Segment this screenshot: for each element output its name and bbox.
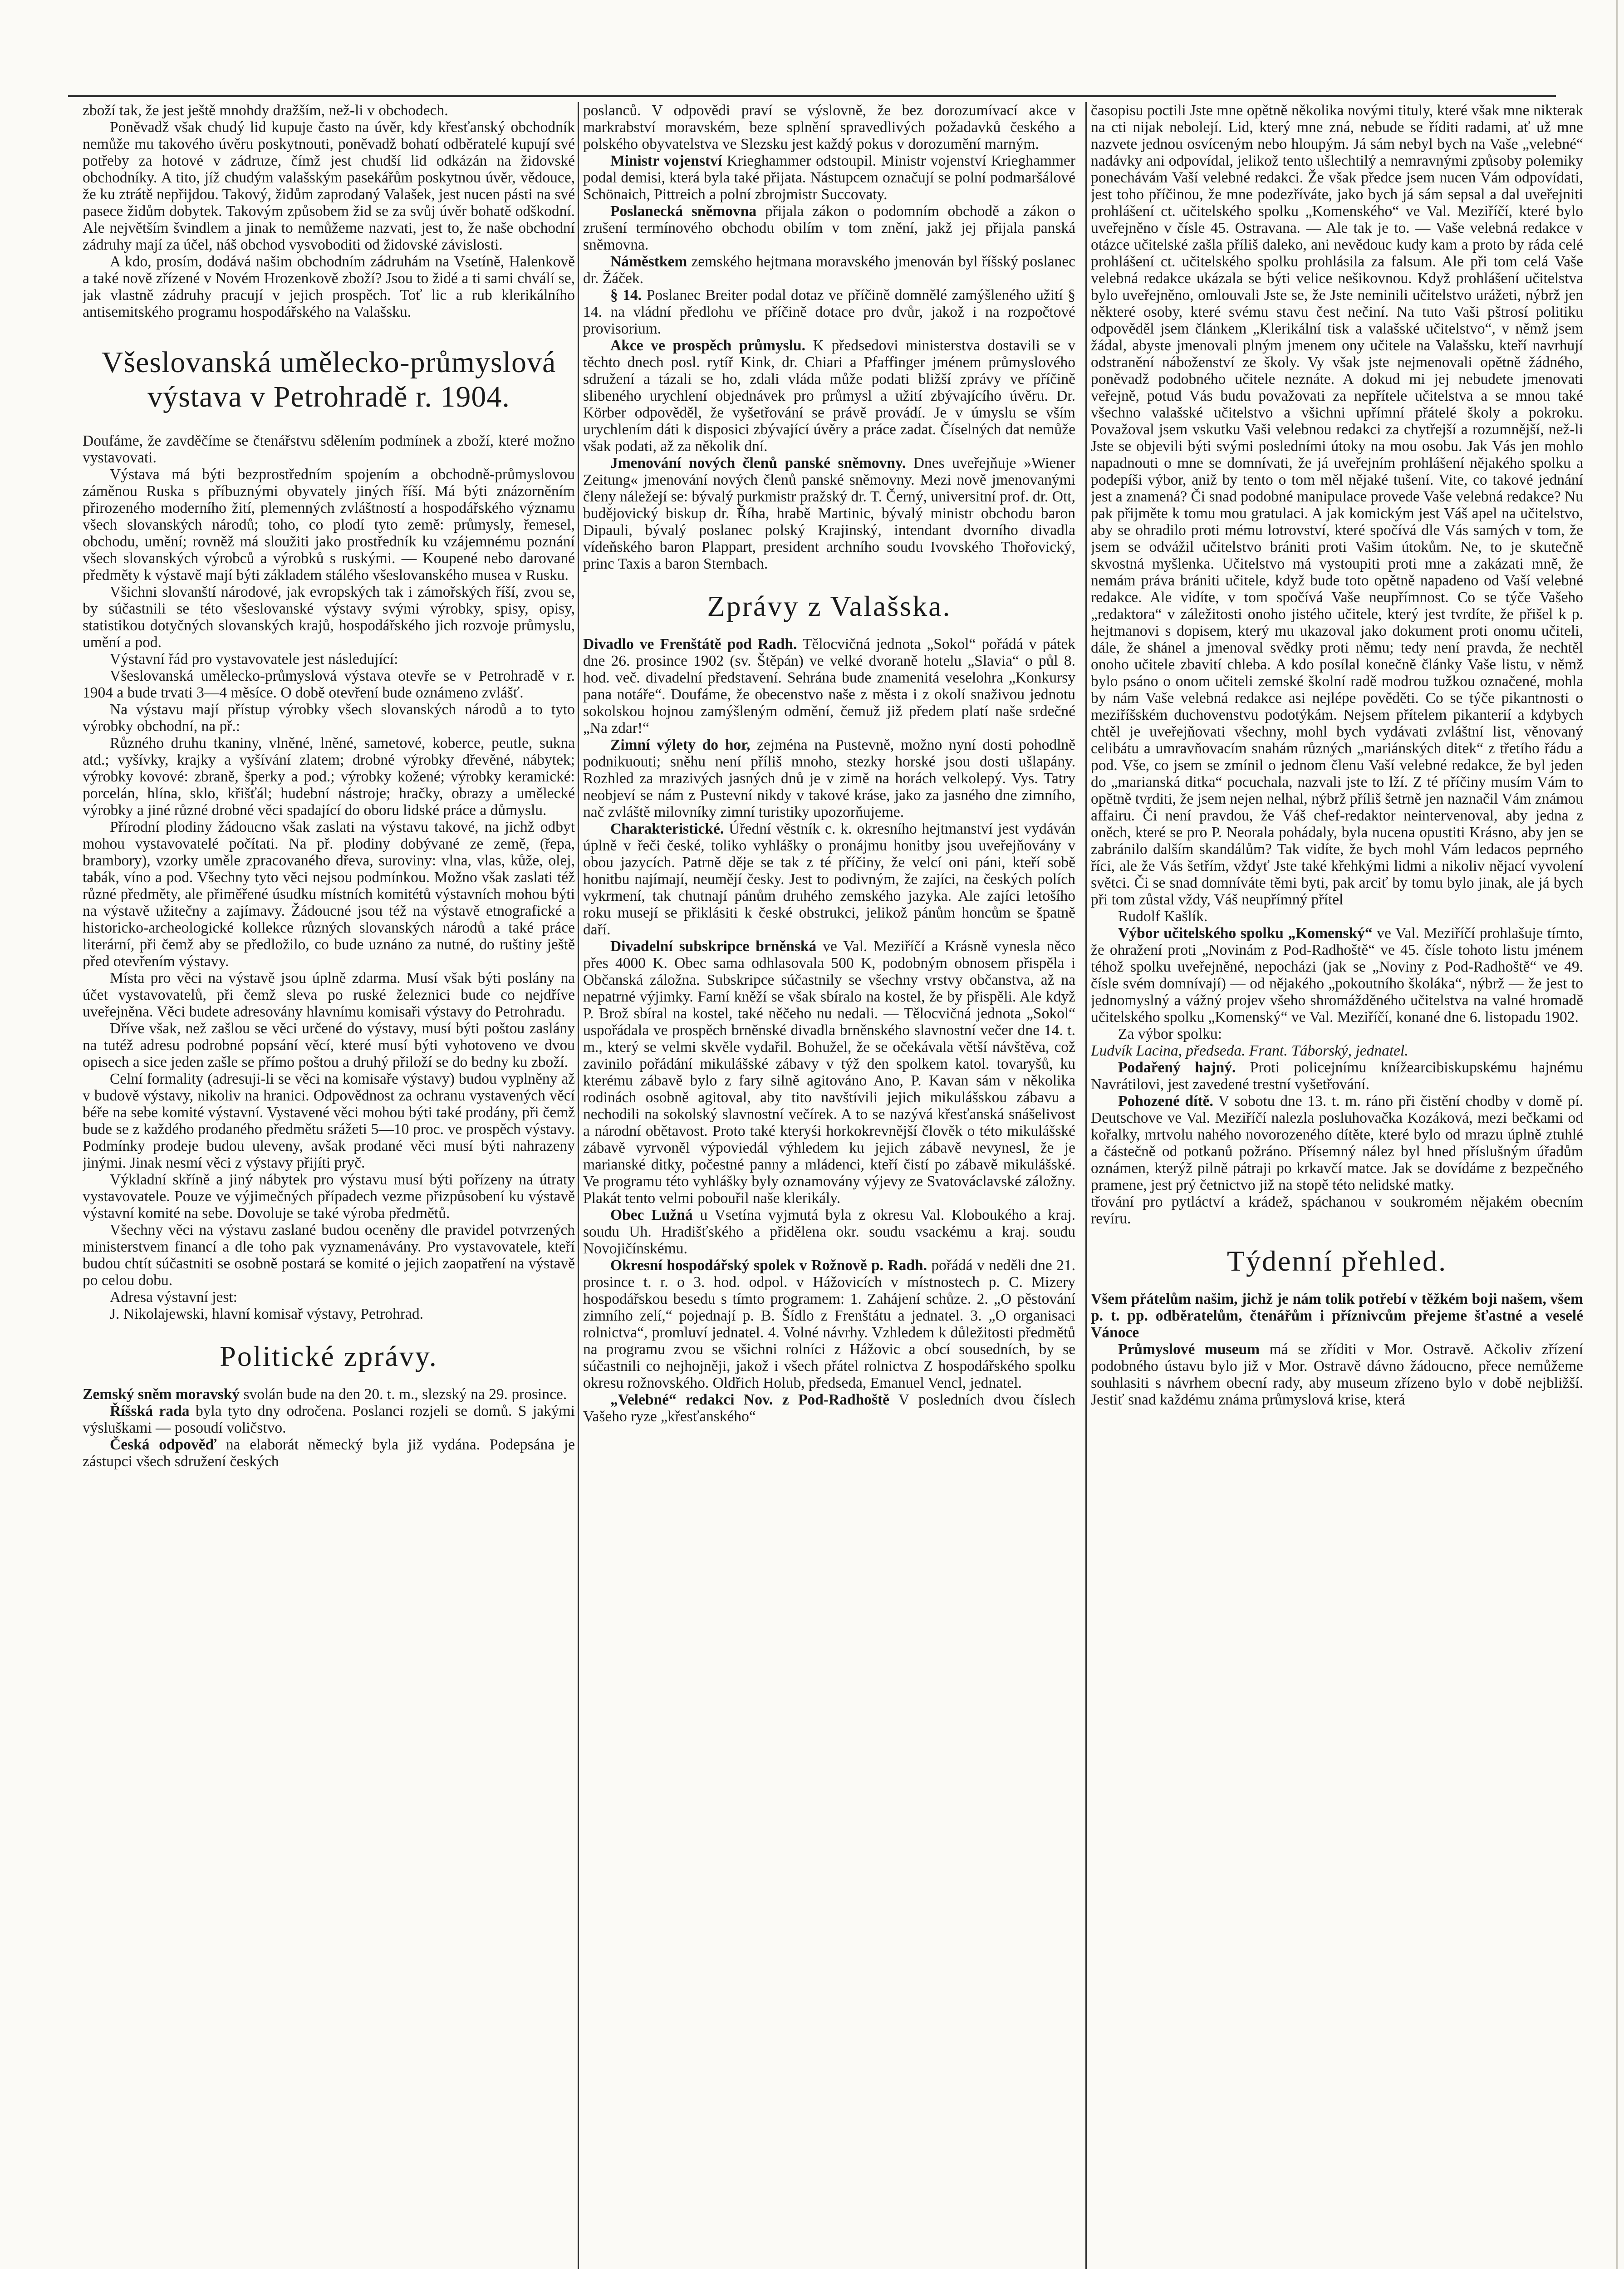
headline-politics: Politické zprávy.	[220, 1340, 438, 1372]
column-rule-left	[578, 102, 579, 2269]
committee-label: Za výbor spolku:	[1118, 1026, 1222, 1042]
christmas-greeting: Všem přátelům našim, jichž je nám tolik potřebí v těžkém boji našem, všem p. t. pp. odběratelům, čtenářům i příznivcům přejeme šťastné a veselé Vánoce	[1091, 1291, 1583, 1341]
top-rule	[68, 95, 1556, 97]
news-item: Česká odpověď na elaborát německý byla již vydána. Podepsána je zástupci všech sdružení českých	[83, 1436, 575, 1470]
news-item: § 14. Poslanec Breiter podal dotaz ve příčině domnělé zamýšleného užití § 14. na vládní předlohu ve příčině dotace pro dvůr, jakož i na rozpočtové provisorium.	[583, 287, 1075, 337]
news-item: Pohozené dítě. V sobotu dne 13. t. m. ráno při čistění chodby v domě pí. Deutschove ve Val. Meziříčí nalezla posluhovačka Kozáková, mezi bečkami od kořalky, mrtvolu nahého novorozeného dítěte, které bylo od mrazu úplně ztuhlé a částečně od potkanů požráno. Přísemný nález byl hned příslušným úřadům oznámen, kterýž pilně pátraji po krkavčí matce. Jak se dovídáme z bezpečného pramene, jest prý četnictvo již na stopě této nelidské matky.	[1091, 1093, 1583, 1193]
news-item: „Velebné“ redakci Nov. z Pod-Radhoště V posledních dvou číslech Vašeho ryze „křesťanského“	[583, 1391, 1075, 1425]
column-rule-right	[1085, 102, 1087, 2269]
paragraph: Doufáme, že zavděčíme se čtenářstvu sdělením podmínek a zboží, které možno vystavovati.	[83, 432, 575, 466]
news-lead: Říšská rada	[110, 1403, 190, 1419]
paragraph: Výstavní řád pro vystavovatele jest následující:	[110, 651, 398, 668]
news-item: Okresní hospodářský spolek v Rožnově p. Radh. pořádá v neděli dne 21. prosince t. r. o 3. hod. odpol. v Hážovicích v místnostech p. C. Mizery hospodářskou besedu s tímto programem: 1. Zahájení schůze. 2. „O pěstování zimního zelí,“ pojednají p. B. Šídlo z Frenštátu a jednatel. 3. „O organisaci rolnictva“, promluví jednatel. 4. Volné návrhy. Vzhledem k důležitosti předmětů na programu zvou se všichni rolníci z Hážovic a obcí sousedních, by se súčastnili co nejhojněji, jakož i všech přátel rolnictva Z hospodářského spolku okresu rožnovského. Oldřich Holub, předseda, Emanuel Vencl, jednatel.	[583, 1257, 1075, 1391]
paragraph: Dříve však, než zašlou se věci určené do výstavy, musí býti poštou zaslány na tutéž adresu podrobné popsání věcí, které musí býti vyhotoveno ve dvou opisech a sice jeden zašle se přímo poštou a druhý přiloží se do bedny ku zboží.	[83, 1020, 575, 1071]
news-item: Divadelní subskripce brněnská ve Val. Meziříčí a Krásně vynesla něco přes 4000 K. Obec sama odhlasovala 500 K, podobným obnosem přispěla i Občanská záložna. Subskripce súčastnily se všechny vrstvy občanstva, až na nepatrné výjimky. Farní kněží se však sbíralo na kostel, že by přispěli. Ale když P. Brož sbíral na kostel, také něčeho nu nedali. — Tělocvičná jednota „Sokol“ uspořádala ve prospěch brněnské divadla brněnského slavnostní večer dne 14. t. m., který se velmi skvěle vydařil. Bohužel, že se očekávala větší návštěva, což zavinilo pořádání mikulášské zábavy v týž den spolkem katol. tovaryšů, ku kterému zábavě bylo z fary silně agitováno Ano, P. Kavan sám v několika rodinách osobně agitoval, aby tito navštívili jejich mikulášskou zábavu a nechodili na sokolský slavnostní večírek. A to se nazývá křesťanská snášelivost a národní obětavost. Proto také kteryśi horkokrevnější člověk o této mikulášské zábavě vyrvoněl výpoviedál výhledem ku jejich zábavě nevynesl, že je marianské ditky, počestné panny a mládenci, kteří čistí po zábavě mikulášské. Ve programu této vyhlášky byly oznamovány výjevy ze Svatováclavské záložny. Plakát tento velmi pobouřil naše klerikály.	[583, 938, 1075, 1207]
paragraph: Různého druhu tkaniny, vlněné, lněné, sametové, koberce, peutle, sukna atd.; vyšívky, krajky a vyšívání zlatem; drobné výrobky dřevěné, nábytek; výrobky kovové: zbraně, šperky a pod.; výrobky kožené; výrobky keramické: porcelán, hlína, sklo, křišťál; hudební nástroje; hračky, obrazy a umělecké výrobky a jiné různé drobné věci spadající do oboru lidské práce a důmyslu.	[83, 735, 575, 819]
headline-wallachia-news: Zprávy z Valašska.	[707, 590, 952, 622]
paragraph: Výkladní skříně a jiný nábytek pro výstavu musí býti pořízeny na útraty vystavovatele. Pouze ve výjimečných případech vezme přizpůsobení ku výstavě výstavní komité na sebe. Dovoluje se také výroba předmětů.	[83, 1171, 575, 1222]
news-item: Poslanecká sněmovna přijala zákon o podomním obchodě a zákon o zrušení termínového obchodu obilím v tom znění, jakž jej přijala panská sněmovna.	[583, 203, 1075, 253]
news-item: Podařený hajný. Proti policejnímu knížearcibiskupskému hajnému Navrátilovi, jest zavedené trestní vyšetřování.	[1091, 1059, 1583, 1093]
news-item: Ministr vojenství Krieghammer odstoupil. Ministr vojenství Krieghammer podal demisi, která byla také přijata. Nástupcem označují se polní podmaršálové Schönaich, Pittreich a polní zbrojmistr Succovaty.	[583, 152, 1075, 203]
news-item: Zimní výlety do hor, zejména na Pustevně, možno nyní dosti pohodlně podnikuouti; sněhu není příliš mnoho, stezky horské jsou dosti ušlapány. Rozhled za mrazivých jasných dnů je v zimě na horách velkolepý. Vys. Tatry neobjeví se nám z Pustevní nikdy v takové kráse, jako za jasného dne zimního, nač zvláště milovníky zimní turistiky upozorňujeme.	[583, 737, 1075, 820]
page-edge	[1616, 0, 1618, 2269]
news-item: Obec Lužná u Vsetína vyjmutá byla z okresu Val. Kloboukého a kraj. soudu Uh. Hradišťského a přidělena okr. soudu vsackému a kraj. soudu Novojičínskému.	[583, 1207, 1075, 1257]
news-item: Akce ve prospěch průmyslu. K předsedovi ministerstva dostavili se v těchto dnech posl. rytíř Kink, dr. Chiari a Pfaffinger jménem průmyslového sdružení a tázali se ho, zdali vláda může podati bližší zprávy ve příčině slibeného urychlení objednávek pro průmysl a užití zbývajícího úvěru. Dr. Körber odpověděl, že vyšetřování se právě provádí. Je v úmyslu se vším urychlením dáti k disposici zbývající úvěry a práce zadat. Číselných dat nemůže však podati, až za několik dní.	[583, 337, 1075, 455]
paragraph: Všichni slovanští národové, jak evropských tak i zámořských říší, zvou se, by súčastnili se této všeslovanské výstavy svými výrobky, spisy, opisy, statistikou dotyčných slovanských krajů, hospodářského jich rozvoje průmyslu, umění a pod.	[83, 584, 575, 651]
committee-signatures: Ludvík Lacina, předseda. Frant. Táborský, jednatel.	[1091, 1042, 1408, 1059]
news-item: Divadlo ve Frenštátě pod Radh. Tělocvičná jednota „Sokol“ pořádá v pátek dne 26. prosince 1902 (sv. Štěpán) ve velké dvoraně hotelu „Slavia“ o půl 8. hod. več. divadelní představení. Sehrána bude znamenitá veselohra „Konkursy pana notáře“. Doufáme, že obecenstvo naše z města i z okolí snaživou jednotu sokolskou hojnou zamýšleným odmění, čemuž již předem platí naše srdečné „Na zdar!“	[583, 636, 1075, 737]
headline-exhibition: Všeslovanská umělecko-průmyslová výstava v Petrohradě r. 1904.	[101, 346, 556, 413]
news-item: Výbor učitelského spolku „Komenský“ ve Val. Meziříčí prohlašuje tímto, že ohražení proti „Novinám z Pod-Radhoště“ ve 45. čísle tohoto listu jménem téhož spolku uveřejněné, nepocházi (jak se „Noviny z Pod-Radhoště“ ve 49. čísle svém domnívají) — od nějakého „pokoutního školáka“, nýbrž — že jest to jednomyslný a vážný projev všeho shromážděného učitelstva na valné hromadě učitelského spolku „Komenský“ ve Val. Meziříčí, konané dne 6. listopadu 1902.	[1091, 925, 1583, 1026]
headline-weekly-review: Týdenní přehled.	[1227, 1245, 1447, 1277]
address: J. Nikolajewski, hlavní komisař výstavy, Petrohrad.	[110, 1306, 423, 1322]
signature: Rudolf Kašlík.	[1118, 908, 1208, 925]
paragraph: zboží tak, že jest ještě mnohdy dražším, než-li v obchodech.	[83, 102, 448, 119]
column-3	[1091, 102, 1583, 2269]
paragraph: Výstava má býti bezprostředním spojením a obchodně-průmyslovou záměnou Ruska s příbuznými obyvately jiných říší. Má býti znázorněním přirozeného moderního žití, plemenných zvláštností a hospodářského významu všech slovanských národů; toho, co plodí tyto země: průmysly, řemesel, obchodu, umění; rovněž má sloužiti jako prostředník ku vzájemnému poznání všech slovanských výrobců a výrobků s ruskými. — Koupené nebo darované předměty k výstavě mají býti základem stálého všeslovanského musea v Rusku.	[83, 466, 575, 584]
news-lead: Zemský sněm moravský	[83, 1386, 240, 1403]
paragraph: Všechny věci na výstavu zaslané budou oceněny dle pravidel potvrzených ministerstvem financí a dle toho pak vyznamenávány. Pro vystavovatele, kteří budou chtít súčastniti se osobně postará se komité o jejich zaopatření na výstavě po celou dobu.	[83, 1222, 575, 1289]
paragraph: Celní formality (adresuji-li se věci na komisaře výstavy) budou vyplněny až v budově výstavy, nikoliv na hranici. Odpovědnost za ochranu vystavených věcí béře na sebe komité výstavní. Vystavené věci mohou býti také prodány, při čemž bude se z každého prodaného předmětu srážeti 5—10 proc. ve prospěch výstavy. Podmínky prodeje budou uleveny, avšak prodané věci musí býti nahrazeny jinými. Jinak nesmí věci z výstavy přijíti pryč.	[83, 1071, 575, 1171]
paragraph: poslanců. V odpovědi praví se výslovně, že bez dorozumívací akce v markrabství moravském, beze splnění spravedlivých požadavků českého a polského obyvatelstva ve Slezsku jest každý pokus v dorozumění marným.	[583, 102, 1075, 152]
paragraph: Místa pro věci na výstavě jsou úplně zdarma. Musí však býti poslány na účet vystavovatelů, při čemž sleva po ruské železnici bude co nejdříve uveřejněna. Věci budete adresovány hlavnímu komisaři výstavy do Petrohradu.	[83, 970, 575, 1020]
paragraph: Všeslovanská umělecko-průmyslová výstava otevře se v Petrohradě v r. 1904 a bude trvati 3—4 měsíce. O době otevření bude oznámeno zvlášť.	[83, 668, 575, 701]
news-item: Charakteristické. Úřední věstník c. k. okresního hejtmanství jest vydáván úplně v řeči české, toliko vyhlášky o pronájmu honitby jsou uveřejňovány v obou jazycích. Patrně děje se tak z té příčiny, že velcí oni páni, kteří sobě honitbu najímají, neumějí česky. Jest to podivným, že zajíci, na českých polích vykrmení, tak chutnají pánům druhého zemského jazyka. Ale zajíci letošího roku musejí se přiklásiti k české obstrukci, jelikož pánům honcům se špatně daří.	[583, 820, 1075, 938]
address-label: Adresa výstavní jest:	[110, 1289, 237, 1306]
paragraph: Poněvadž však chudý lid kupuje často na úvěr, kdy křesťanský obchodník nemůže mu takového úvěru poskytnouti, poněvadž bohatí odběratelé kupují své potřeby za hotové v zádruze, čímž jest chudší lid odkázán na židovské obchodníky. A tito, jíž chudým valašským pasekářům poskytnou úvěr, vědouce, že ku ztrátě nepřijdou. Takový, židům zaprodaný Valašek, jest nucen pásti na své pasece židům dobytek. Takovým způsobem žid se za svůj úvěr bohatě odškodní. Ale největším švindlem a jinak to nemůžeme nazvati, jest to, že naše obchodní zádruhy mají za účel, náš obchod vysvoboditi od židovské závislosti.	[83, 119, 575, 253]
paragraph: časopisu poctili Jste mne opětně několika novými tituly, které však mne nikterak na cti nijak nebolejí. Lid, který mne zná, nebude se říditi radami, ať už mne nazvete jednou osvíceným nebo hloupým. Já sám nebyl bych na Vaše „velebné“ nadávky ani odpovídal, jelikož tento ušlechtilý a nemravnými způsoby polemiky ponechávám Vaší velebné redakci. Že však předce jsem nucen Vám odpovídati, jest toho příčinou, že mne podezříváte, jako bych já sám sepsal a dal uveřejniti prohlášení ct. učitelského spolku „Komenského“ ve Val. Meziříčí, které bylo uveřejněno v čísle 45. Ostravana. — Ale tak je to. — Vaše velebná redakce v otázce učitelské zašla příliš daleko, ani nevědouc kudy kam a proto by ráda celé prohlášení ct. učitelského spolku prohlásila za falsum. Ale při tom celá Vaše velebná redakce ukázala se býti velice nešikovnou. Když prohlášení učitelstva bylo uveřejněno, omlouvali Jste se, že Jste neminili učitelstvo urážeti, nýbrž jen některé osoby, které svému stavu čest nečiní. Na tuto Vaši pštrosí politiku odpověděl jsem článkem „Klerikální tisk a valašské učitelstvo“, v němž jsem žádal, abyste jmenovali plným jmenem ony učitele na Valašsku, kteří navrhují odstranění náboženství ze školy. Vy však jste nejmenovali opětně žádného, poněvadž podobného učitele neznáte. A dokud mi jej nebudete jmenovati veřejně, potud Vás budu považovati za nepřítele učitelstva a se mnou také všechno valašské učitelstvo a všichni upřímní přátelé školy a pokroku. Považoval jsem vskutku Vaši velebnou redakci za chytřejší a rozumnější, než-li Jste se objevili býti svými posledními útoky na mou osobu. Jak Vás jen mohlo napadnouti o mne se domnívati, že já uveřejním prohlášení nějakého spolku a podepíši výbor, aniž by tento o tom měl nějaké tušení. Vite, co takové jednání jest a znamená? Či snad podobné manipulace provede Vaše velebná redakce? Nu pak přijměte k tomu mou gratulaci. A jak komickým jest Váš apel na učitelstvo, aby se ohradilo proti mému lotrovství, které spočívá dle Vás samých v tom, že jsem se odvážil učitelstvo brániti proti Vašim útokům. Ne, to je skutečně skvostná myšlenka. Učitelstvo má vystoupiti proti mne a zakázati mně, že nemám práva brániti učitele, když bude toto opětně napadeno od Vaší velebné redakce. Ale vidíte, v tom spočívá Vaše neupřímnost. Co se týče Vašeho „redaktora“ v záležitosti onoho jistého učitele, který jest tvrdíte, že přišel k p. hejtmanovi s dopisem, který mu ukazoval jako dokument proti onomu učiteli, dále, že shánel a jmenoval svědky proti němu; tedy není pravda, že nechtěl onoho učitele zbavití chleba. A kdo posílal konečně články Vaše listu, v němž bylo psáno o onom učiteli zemské školní radě modrou tužkou označené, mohla by nám Vaše velebná redakce asi nejlépe pověděti. Co se týče pikantnosti o meziříšském duchovenstvu podotýkám. Nejsem přítelem pikanterií a kdybych chtěl je uveřejňovati všechny, mohl bych vydávati zvláštní list, věnovaný celibátu a umravňovacím snahám různých „mariánských ditek“ z třetího řádu a pod. Vše, co jsem se zmínil o jednom členu Vaší velebné redakce, že byl jeden do „marianská ditka“ pocuchala, nazvali jste to lží. Z té příčiny musím Vám to opětně tvrditi, že jsem nejen nelhal, nýbrž příliš šetrně jen naznačil Vám známou affairu. Či není pravdou, že Váš chef-redaktor neintervenoval, aby jedna z oněch, které se pro P. Neorala pohádaly, byla nucena opustiti Krásno, aby jen se zabránilo dalším skandálům? Tak vidíte, že bych mohl Vám ledacos peprného říci, ale že Vás šetřím, vždyť Jste také křehkými lidmi a nikoliv nějací vyvolení světci. Či se snad domníváte těmi byti, pak arciť by tomu bylo jinak, ale já bych při tom zůstal vždy, Váš neupřímný přítel	[1091, 102, 1583, 908]
paragraph: Přírodní plodiny žádoucno však zaslati na výstavu takové, na jichž odbyt mohou vystavovatelé počítati. Na př. plodiny dobývané ze země, (řepa, brambory), vzorky uměle zpracovaného dřeva, suroviny: vlna, vlas, kůže, olej, tabák, víno a pod. Všechny tyto věci nejsou podmínkou. Možno však zaslati též různé předměty, ale přiměřené úsudku místních komitétů výstavních mohou býti na výstavě užitečny a zajímavy. Žádoucné jsou též na výstavě etnografické a historicko-archeologické kollekce různých slovanských národů a také práce literární, při čemž aby se předložilo, co bude uznáno za nutné, do ruštiny ještě před otevřením výstavy.	[83, 819, 575, 970]
news-item: Náměstkem zemského hejtmana moravského jmenován byl říšský poslanec dr. Žáček.	[583, 253, 1075, 287]
paragraph: třování pro pytláctví a krádež, spáchanou v soukromém nějakém obecním revíru.	[1091, 1193, 1583, 1227]
paragraph: Na výstavu mají přístup výrobky všech slovanských národů a to tyto výrobky obchodní, na př.:	[83, 701, 575, 735]
news-item: Průmyslové museum má se zříditi v Mor. Ostravě. Ačkoliv zřízení podobného ústavu bylo již v Mor. Ostravě dávno žádoucno, přece nemůžeme souhlasiti s návrhem obecní rady, aby museum zřízeno bylo v době nejbližší. Jestiť snad každému známa průmyslová krise, která	[1091, 1341, 1583, 1408]
paragraph: A kdo, prosím, dodává našim obchodním zádruhám na Vsetíně, Halenkově a také nově zřízené v Novém Hrozenkově zboží? Jsou to židé a ti sami chválí se, jak vlastně zádruhy pracují v jejich prospěch. Toť lic a rub klerikálního antisemitského programu hospodářského na Valašsku.	[83, 253, 575, 320]
news-item: Jmenování nových členů panské sněmovny. Dnes uveřejňuje »Wiener Zeitung« jmenování nových členů panské sněmovny. Mezi nově jmenovanými členy náležejí se: bývalý purkmistr pražský dr. T. Černý, universitní prof. dr. Ott, budějovický biskup dr. Říha, hrabě Martinic, bývalý ministr obchodu baron Dipauli, bývalý poslanec polský Krajinský, intendant dvorního divadla vídeňského baron Plappart, president archního soudu Ivovského Thořovický, princ Taxis a baron Sternbach.	[583, 455, 1075, 572]
column-2	[583, 102, 1075, 2269]
news-lead: Česká odpověď	[110, 1436, 217, 1453]
column-1	[83, 102, 575, 2269]
news-item: Zemský sněm moravský svolán bude na den 20. t. m., slezský na 29. prosince.	[83, 1386, 567, 1403]
news-item: Říšská rada byla tyto dny odročena. Poslanci rozjeli se domů. S jakými výsluškami — posoudí voličstvo.	[83, 1403, 575, 1436]
